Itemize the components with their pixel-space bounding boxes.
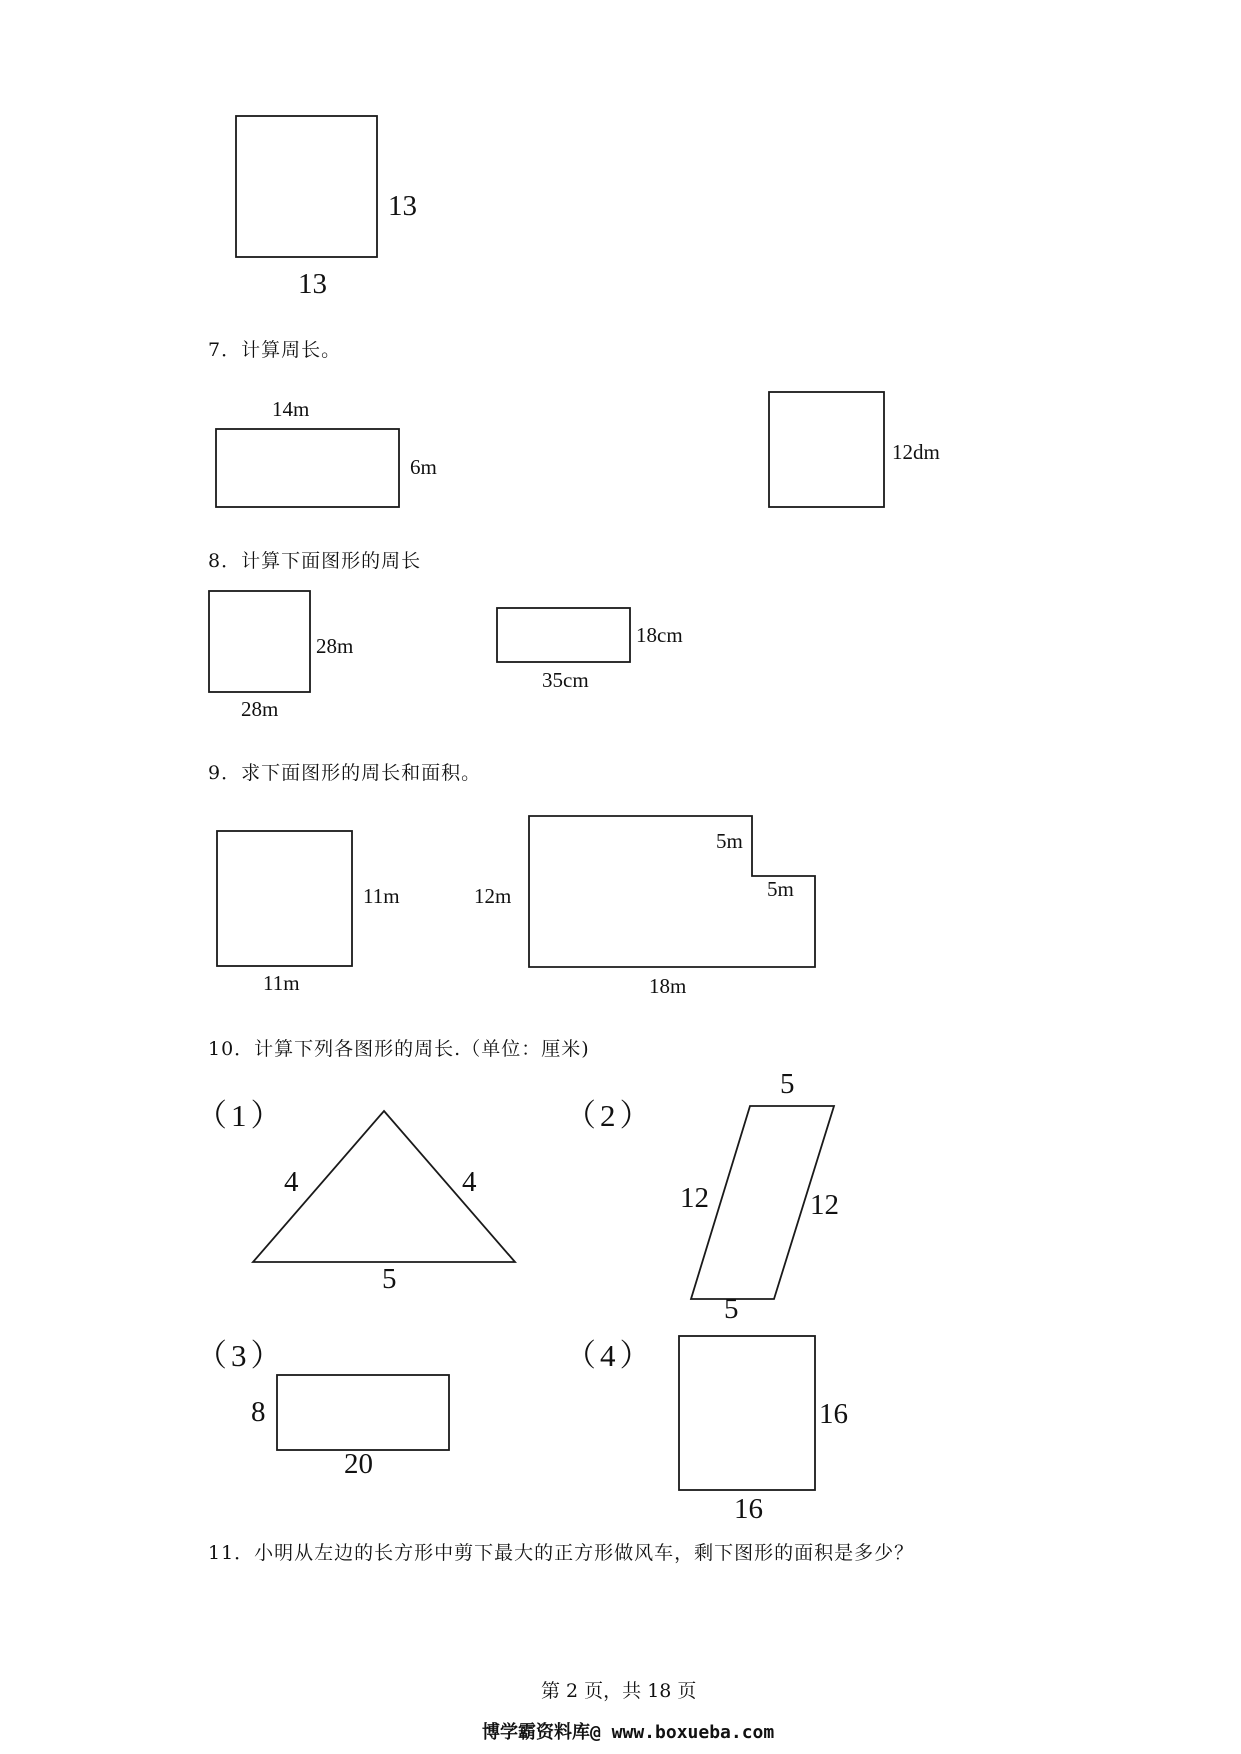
q8-rect-right-label: 18cm	[636, 623, 683, 647]
page-number: 第 2 页，共 18 页	[541, 1680, 697, 1702]
q9-square	[217, 831, 352, 966]
watermark: 博学霸资料库@ www.boxueba.com	[482, 1722, 775, 1743]
q10-fig4-label: （4）	[565, 1338, 655, 1373]
question-8: 8．计算下面图形的周长	[208, 550, 422, 572]
q9-square-right-label: 11m	[363, 884, 400, 908]
q10-rect-left-label: 8	[251, 1396, 266, 1428]
top-square	[236, 116, 377, 257]
q8-square-right-label: 28m	[316, 634, 354, 658]
q10-fig3-label: （3）	[196, 1338, 286, 1373]
q10-para-top-label: 5	[780, 1068, 795, 1100]
q9-lshape-left-label: 12m	[474, 884, 512, 908]
question-7: 7．计算周长。	[208, 339, 342, 361]
q10-triangle-left-label: 4	[284, 1166, 299, 1198]
question-10: 10．计算下列各图形的周长.（单位：厘米)	[208, 1038, 590, 1060]
q9-notch-vertical-label: 5m	[716, 829, 743, 853]
q10-triangle-right-label: 4	[462, 1166, 477, 1198]
question-11: 11．小明从左边的长方形中剪下最大的正方形做风车，剩下图形的面积是多少？	[208, 1542, 915, 1564]
q7-square	[769, 392, 884, 507]
q7-square-right-label: 12dm	[892, 440, 940, 464]
q10-para-right-label: 12	[810, 1189, 839, 1221]
q10-para-left-label: 12	[680, 1182, 709, 1214]
q7-rect-top-label: 14m	[272, 397, 310, 421]
q9-lshape-bottom-label: 18m	[649, 974, 687, 998]
q9-square-bottom-label: 11m	[263, 971, 300, 995]
q7-rectangle	[216, 429, 399, 507]
q10-square-right-label: 16	[819, 1398, 848, 1430]
q9-notch-horizontal-label: 5m	[767, 877, 794, 901]
q10-square-bottom-label: 16	[734, 1493, 763, 1525]
question-9: 9．求下面图形的周长和面积。	[208, 762, 482, 784]
q8-rectangle	[497, 608, 630, 662]
q8-rect-bottom-label: 35cm	[542, 668, 589, 692]
q10-rectangle	[277, 1375, 449, 1450]
top-square-side-label: 13	[388, 190, 417, 222]
q10-rect-bottom-label: 20	[344, 1448, 373, 1480]
q8-square-bottom-label: 28m	[241, 697, 279, 721]
q10-square	[679, 1336, 815, 1490]
q10-triangle-bottom-label: 5	[382, 1263, 397, 1295]
q8-square	[209, 591, 310, 692]
top-square-bottom-label: 13	[298, 268, 327, 300]
q7-rect-right-label: 6m	[410, 455, 437, 479]
q10-para-bottom-label: 5	[724, 1293, 739, 1325]
q10-fig2-label: （2）	[565, 1098, 655, 1133]
q10-fig1-label: （1）	[196, 1098, 286, 1133]
